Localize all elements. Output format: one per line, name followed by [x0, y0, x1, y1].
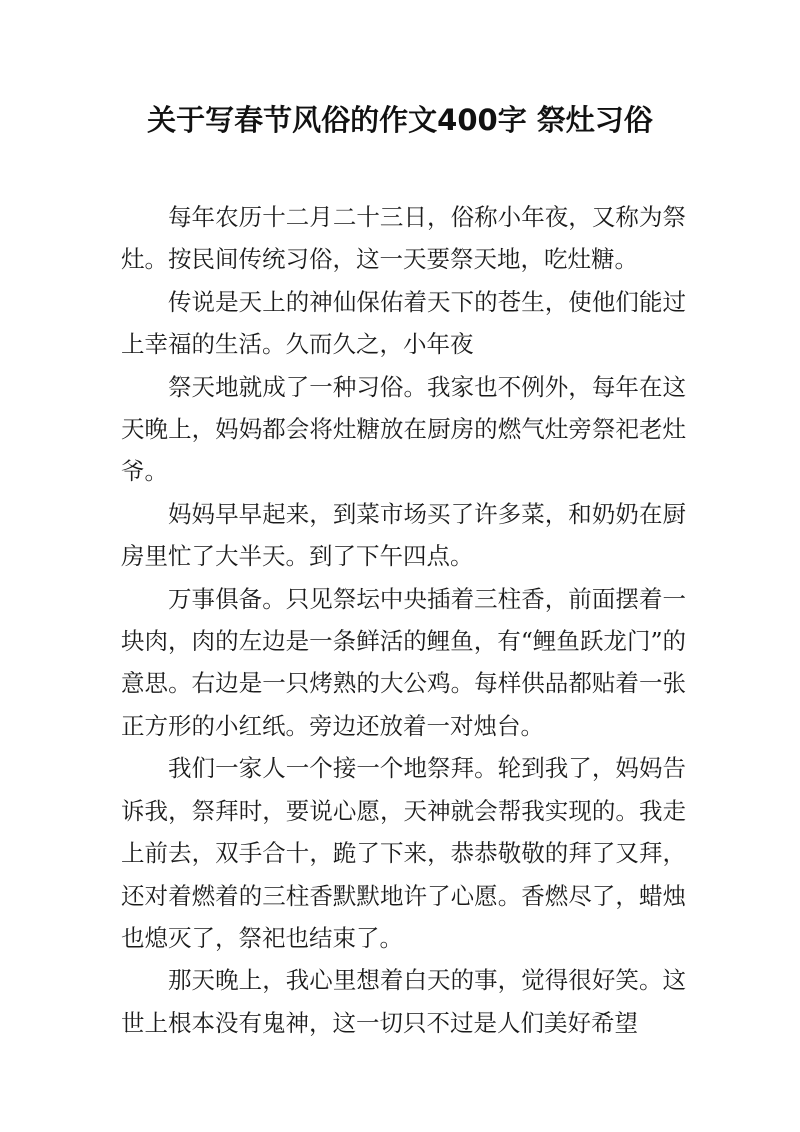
document-body	[121, 196, 686, 1044]
paragraph: 传说是天上的神仙保佑着天下的苍生，使他们能过上幸福的生活。久而久之，小年夜	[121, 287, 686, 359]
paragraph: 我们一家人一个接一个地祭拜。轮到我了，妈妈告诉我，祭拜时，要说心愿，天神就会帮我实现的。我走上前去，双手合十，跪了下来，恭恭敬敬的拜了又拜，还对着燃着的三柱香默默地许了心愿。香燃尽了，蜡烛也熄灭了，祭祀也结束了。	[121, 754, 686, 952]
paragraph: 妈妈早早起来，到菜市场买了许多菜，和奶奶在厨房里忙了大半天。到了下午四点。	[121, 499, 686, 571]
paragraph: 祭天地就成了一种习俗。我家也不例外，每年在这天晚上，妈妈都会将灶糖放在厨房的燃气灶旁祭祀老灶爷。	[121, 372, 686, 486]
document-title: 关于写春节风俗的作文400字 祭灶习俗	[147, 103, 653, 137]
paragraph: 那天晚上，我心里想着白天的事，觉得很好笑。这世上根本没有鬼神，这一切只不过是人们美好希望	[121, 966, 686, 1037]
paragraph: 万事俱备。只见祭坛中央插着三柱香，前面摆着一块肉，肉的左边是一条鲜活的鲤鱼，有“鲤鱼跃龙门”的意思。右边是一只烤熟的大公鸡。每样供品都贴着一张正方形的小红纸。旁边还放着一对烛台。	[121, 584, 686, 740]
paragraph: 每年农历十二月二十三日，俗称小年夜，又称为祭灶。按民间传统习俗，这一天要祭天地，吃灶糖。	[121, 203, 686, 274]
